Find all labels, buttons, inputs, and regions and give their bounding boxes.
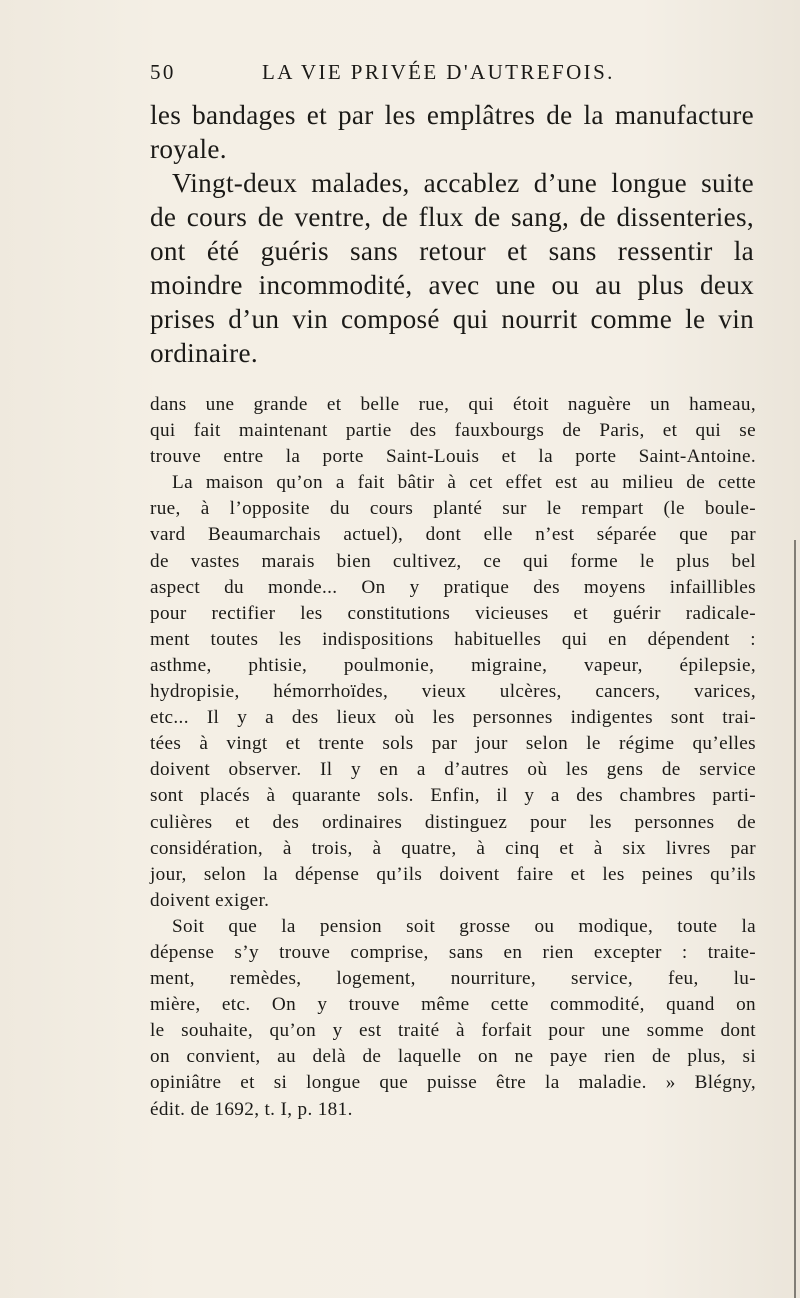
footnote-line: considération, à trois, à quatre, à cinq et à six livres par xyxy=(150,837,756,859)
footnote-line: dans une grande et belle rue, qui étoit naguère un hameau, xyxy=(150,394,756,415)
main-line: prises d’un vin composé qui nourrit comme le vin xyxy=(150,304,754,334)
footnote-line: asthme, phtisie, poulmonie, migraine, vapeur, épilepsie, xyxy=(150,654,756,676)
page-edge-shadow xyxy=(794,540,796,1298)
footnote-block xyxy=(150,392,786,1123)
main-line: moindre incommodité, avec une ou au plus deux xyxy=(150,270,754,300)
footnote-line: Soit que la pension soit grosse ou modique, toute la xyxy=(172,915,756,937)
main-line: Vingt-deux malades, accablez d’une longue suite xyxy=(172,168,754,198)
footnote-line: on convient, au delà de laquelle on ne paye rien de plus, si xyxy=(150,1046,756,1068)
footnote-line: dépense s’y trouve comprise, sans en rien excepter : traite- xyxy=(150,941,756,963)
main-line: les bandages et par les emplâtres de la manufacture xyxy=(150,100,754,130)
footnote-line: de vastes marais bien cultivez, ce qui forme le plus bel xyxy=(150,550,756,572)
running-header xyxy=(150,60,630,90)
main-line: de cours de ventre, de flux de sang, de dissenteries, xyxy=(150,202,754,232)
footnote-line: hydropisie, hémorrhoïdes, vieux ulcères, cancers, varices, xyxy=(150,681,756,703)
footnote-line: le souhaite, qu’on y est traité à forfait pour une somme dont xyxy=(150,1020,756,1042)
footnote-line: qui fait maintenant partie des fauxbourgs de Paris, et qui se xyxy=(150,420,756,442)
footnote-line: édit. de 1692, t. I, p. 181. xyxy=(150,1098,353,1120)
footnote-line: culières et des ordinaires distinguez pour les personnes de xyxy=(150,811,756,833)
footnote-line: doivent observer. Il y en a d’autres où les gens de service xyxy=(150,759,756,781)
footnote-line: aspect du monde... On y pratique des moyens infaillibles xyxy=(150,576,756,598)
running-title: LA VIE PRIVÉE D'AUTREFOIS. xyxy=(262,60,615,84)
footnote-line: jour, selon la dépense qu’ils doivent faire et les peines qu’ils xyxy=(150,863,756,885)
footnote-line: rue, à l’opposite du cours planté sur le rempart (le boule- xyxy=(150,498,756,520)
footnote-line: etc... Il y a des lieux où les personnes indigentes sont trai- xyxy=(150,707,756,729)
main-line: ont été guéris sans retour et sans ressentir la xyxy=(150,236,754,266)
main-line: royale. xyxy=(150,134,227,164)
footnote-line: trouve entre la porte Saint-Louis et la porte Saint-Antoine. xyxy=(150,446,756,468)
footnote-line: pour rectifier les constitutions vicieuses et guérir radicale- xyxy=(150,602,756,624)
page-number: 50 xyxy=(150,60,176,84)
main-text-block xyxy=(150,98,786,370)
footnote-line: doivent exiger. xyxy=(150,889,270,911)
main-line: ordinaire. xyxy=(150,338,258,368)
footnote-line: opiniâtre et si longue que puisse être la maladie. » Blégny, xyxy=(150,1072,756,1094)
footnote-line: vard Beaumarchais actuel), dont elle n’est séparée que par xyxy=(150,524,756,546)
footnote-line: tées à vingt et trente sols par jour selon le régime qu’elles xyxy=(150,733,756,755)
footnote-line: sont placés à quarante sols. Enfin, il y a des chambres parti- xyxy=(150,785,756,807)
footnote-line: ment toutes les indispositions habituelles qui en dépendent : xyxy=(150,628,756,650)
footnote-line: mière, etc. On y trouve même cette commodité, quand on xyxy=(150,994,756,1016)
footnote-line: ment, remèdes, logement, nourriture, service, feu, lu- xyxy=(150,968,756,990)
footnote-line: La maison qu’on a fait bâtir à cet effet est au milieu de cette xyxy=(172,472,756,494)
